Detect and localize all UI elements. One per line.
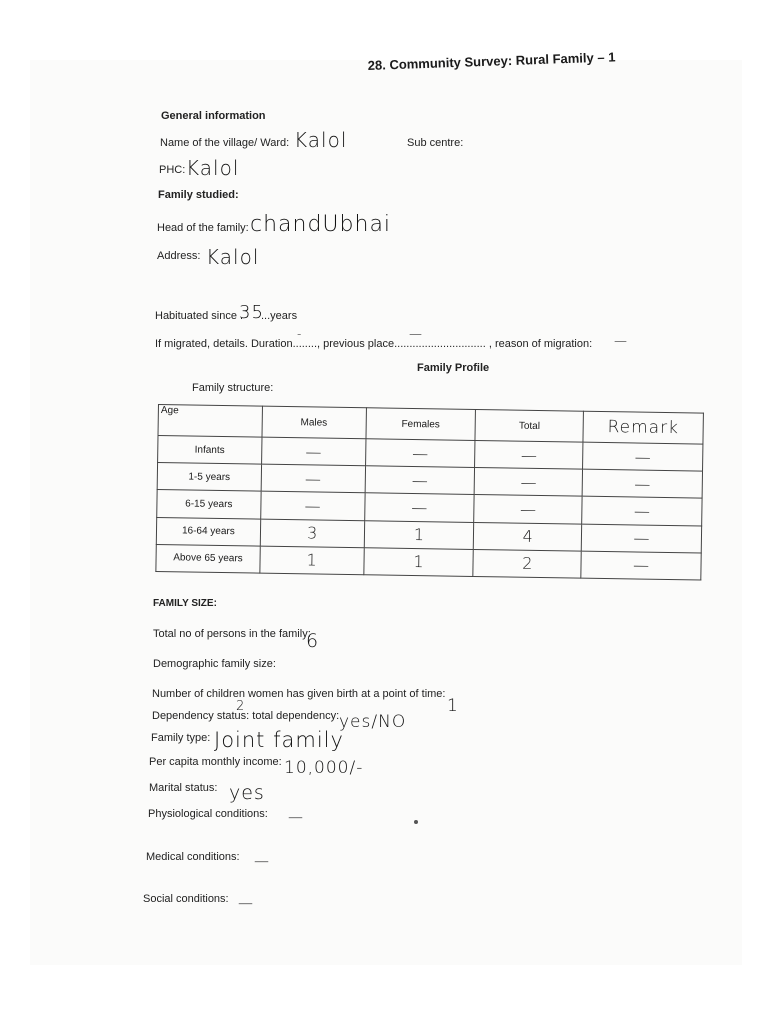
children-born-label: Number of children women has given birth at a point of time: [152, 688, 446, 700]
females-cell: — [365, 439, 475, 468]
marital-value: yes [229, 782, 265, 804]
page-title: 28. Community Survey: Rural Family – 1 [367, 49, 616, 73]
males-cell: 1 [260, 546, 364, 575]
table-header-males: Males [262, 406, 366, 439]
dependency-label: Dependency status: total dependency: [152, 710, 340, 722]
males-cell: 3 [260, 519, 364, 548]
family-studied-label: Family studied: [158, 189, 239, 201]
demographic-size-label: Demographic family size: [153, 658, 276, 670]
total-cell: — [474, 468, 582, 497]
males-cell: — [260, 492, 364, 521]
migration-line [155, 338, 592, 350]
remark-cell: — [582, 470, 702, 499]
children-born-value: 1 [447, 696, 459, 716]
physiological-value: — [288, 808, 304, 826]
total-cell: 4 [474, 522, 582, 551]
females-cell: 1 [363, 548, 473, 577]
head-label: Head of the family: [157, 222, 249, 234]
table-header-age: Age [158, 405, 262, 438]
family-size-heading: FAMILY SIZE: [153, 598, 217, 609]
children-born-extra-value: 2 [236, 699, 246, 714]
males-cell: — [261, 437, 365, 466]
phc-value: Kalol [186, 156, 240, 180]
migration-place-dots: .............................. [394, 338, 486, 350]
migration-duration-dots: ........ [292, 338, 318, 350]
family-type-label: Family type: [151, 732, 211, 744]
remark-cell: — [582, 497, 702, 526]
family-structure-label: Family structure: [192, 382, 274, 394]
remark-cell: — [581, 551, 701, 580]
age-cell: 6-15 years [157, 490, 261, 519]
physiological-label: Physiological conditions: [148, 808, 268, 820]
females-cell: 1 [364, 520, 474, 549]
income-label: Per capita monthly income: [149, 756, 282, 768]
total-cell: — [475, 441, 583, 470]
subcentre-label: Sub centre: [407, 137, 464, 149]
migration-duration-value: - [297, 327, 303, 341]
females-cell: — [365, 466, 475, 495]
total-persons-label: Total no of persons in the family: [153, 628, 311, 640]
ink-dot [414, 820, 418, 824]
habituated-suffix: ...years [261, 310, 298, 322]
marital-label: Marital status: [149, 782, 218, 794]
social-value: — [238, 894, 254, 912]
table-header-total: Total [475, 409, 583, 442]
village-value: Kalol [294, 128, 348, 152]
medical-label: Medical conditions: [146, 851, 240, 863]
total-persons-value: 6 [306, 630, 320, 652]
medical-value: — [254, 852, 270, 870]
habituated-prefix: Habituated since . [155, 310, 244, 322]
age-cell: 16-64 years [156, 517, 260, 546]
address-value: Kalol [206, 245, 260, 269]
habituated-value: 35 [239, 302, 264, 323]
migration-duration-label: If migrated, details. Duration [155, 338, 293, 350]
head-value: chandUbhai [250, 212, 392, 237]
age-cell: Infants [158, 436, 262, 465]
table-header-remark: Remark [583, 411, 703, 444]
females-cell: — [364, 493, 474, 522]
migration-reason-label: , reason of migration: [488, 338, 593, 350]
village-label: Name of the village/ Ward: [160, 137, 290, 149]
table-header-females: Females [366, 408, 476, 441]
dependency-value: yes/NO [339, 712, 407, 732]
remark-cell: — [581, 524, 701, 553]
social-label: Social conditions: [143, 893, 229, 905]
age-cell: Above 65 years [156, 544, 260, 573]
migration-place-value: — [409, 327, 423, 342]
total-cell: 2 [473, 549, 581, 578]
general-info-heading: General information [161, 110, 266, 122]
age-cell: 1-5 years [157, 463, 261, 492]
males-cell: — [261, 464, 365, 493]
phc-label: PHC: [159, 164, 186, 176]
family-structure-table [155, 404, 704, 581]
remark-cell: — [583, 442, 703, 471]
family-profile-heading: Family Profile [417, 362, 490, 374]
migration-place-label: , previous place [317, 338, 395, 350]
family-type-value: Joint family [214, 728, 344, 752]
total-cell: — [474, 495, 582, 524]
migration-reason-value: — [614, 334, 628, 349]
address-label: Address: [157, 250, 201, 262]
income-value: 10,000/- [284, 758, 364, 778]
